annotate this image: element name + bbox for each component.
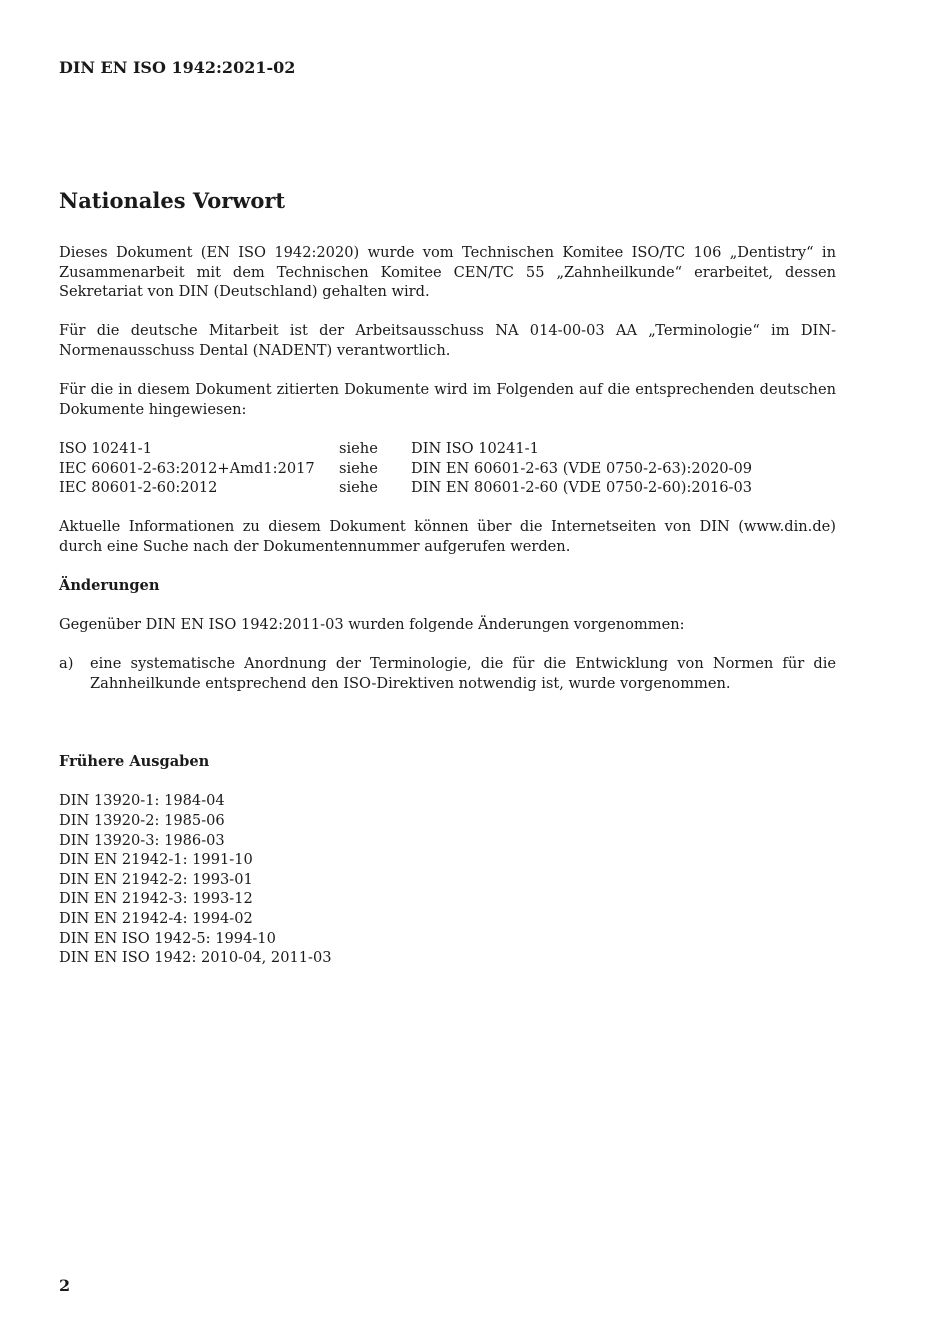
reference-source: ISO 10241-1: [59, 439, 153, 457]
list-item-text: eine systematische Anordnung der Terminologie, die für die Entwicklung von Normen für die Zahnheilkunde entsprechend den ISO-Direktiven notwendig ist, wurde vorgenommen.: [90, 655, 836, 693]
edition-item: DIN EN ISO 1942-5: 1994-10: [59, 929, 276, 947]
edition-item: DIN EN 21942-1: 1991-10: [59, 851, 253, 869]
reference-row: [59, 478, 836, 498]
previous-editions-list: [59, 791, 836, 967]
changes-heading: Änderungen: [59, 577, 160, 595]
reference-target: DIN ISO 10241-1: [411, 439, 539, 457]
edition-item: DIN 13920-1: 1984-04: [59, 792, 225, 810]
edition-item: DIN EN 21942-4: 1994-02: [59, 910, 253, 927]
document-body: [59, 186, 836, 968]
reference-table: [59, 439, 836, 498]
reference-row: [59, 459, 836, 479]
document-header-id: DIN EN ISO 1942:2021-02: [59, 58, 296, 77]
reference-target: DIN EN 80601-2-60 (VDE 0750-2-60):2016-03: [411, 479, 753, 497]
paragraph-references-intro: Für die in diesem Dokument zitierten Dokumente wird im Folgenden auf die entsprechenden deutschen Dokumente hingewiesen:: [59, 381, 836, 418]
list-marker: a): [59, 655, 74, 673]
edition-item: DIN EN ISO 1942: 2010-04, 2011-03: [59, 949, 332, 967]
changes-intro: Gegenüber DIN EN ISO 1942:2011-03 wurden folgende Änderungen vorgenommen:: [59, 616, 685, 634]
edition-item: DIN EN 21942-3: 1993-12: [59, 890, 253, 908]
paragraph-online-info: Aktuelle Informationen zu diesem Dokument können über die Internetseiten von DIN (www.din.de) durch eine Suche nach der Dokumentennummer aufgerufen werden.: [59, 518, 836, 555]
previous-editions-heading: Frühere Ausgaben: [59, 753, 210, 771]
reference-source: IEC 60601-2-63:2012+Amd1:2017: [59, 459, 315, 477]
edition-item: DIN 13920-2: 1985-06: [59, 812, 225, 830]
paragraph-working-committee: Für die deutsche Mitarbeit ist der Arbeitsausschuss NA 014-00-03 AA „Terminologie“ im DIN-Normenausschuss Dental (NADENT) verantwortlich.: [59, 322, 836, 359]
reference-relation: siehe: [339, 439, 378, 457]
page-number: 2: [59, 1276, 71, 1295]
reference-source: IEC 80601-2-60:2012: [59, 479, 218, 497]
edition-item: DIN EN 21942-2: 1993-01: [59, 870, 253, 888]
reference-row: [59, 439, 836, 459]
edition-item: DIN 13920-3: 1986-03: [59, 831, 225, 849]
reference-target: DIN EN 60601-2-63 (VDE 0750-2-63):2020-09: [411, 459, 753, 477]
changes-list-item: [59, 654, 836, 693]
reference-relation: siehe: [339, 459, 378, 477]
page-title: Nationales Vorwort: [59, 188, 286, 213]
paragraph-committee: Dieses Dokument (EN ISO 1942:2020) wurde vom Technischen Komitee ISO/TC 106 „Dentistry“ in Zusammenarbeit mit dem Technischen Komitee CEN/TC 55 „Zahnheilkunde“ erarbeitet, dessen Sekretariat von DIN (Deutschland) gehalten wird.: [59, 244, 836, 301]
reference-relation: siehe: [339, 479, 378, 497]
